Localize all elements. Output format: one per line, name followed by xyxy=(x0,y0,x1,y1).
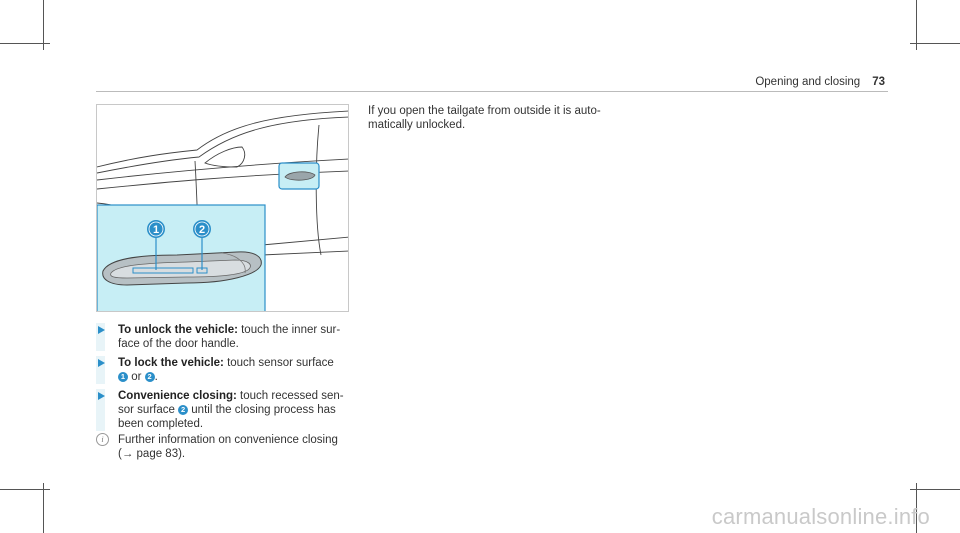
car-door-drawing xyxy=(97,105,349,312)
instruction-text: until the closing process has xyxy=(188,404,336,416)
instruction-heading: Convenience closing: xyxy=(118,390,237,402)
instruction-text: . xyxy=(154,371,158,383)
header-rule xyxy=(96,91,888,92)
info-icon: i xyxy=(96,433,109,446)
instruction-text: touch the inner sur- xyxy=(237,324,341,336)
instruction-lock xyxy=(96,356,356,384)
step-arrow-icon xyxy=(98,359,105,367)
instruction-heading: To unlock the vehicle: xyxy=(118,324,238,336)
paragraph-text: matically unlocked. xyxy=(368,119,466,131)
callout-2-badge: 2 xyxy=(178,405,188,415)
crop-mark xyxy=(910,489,960,490)
callout-2-label: 2 xyxy=(198,224,206,236)
page-number: 73 xyxy=(872,76,885,88)
note-text: Further information on convenience closing xyxy=(118,434,338,446)
door-handle-illustration xyxy=(96,104,349,312)
page-header xyxy=(755,76,885,88)
watermark: carmanualsonline.info xyxy=(711,504,930,529)
instruction-text: touch recessed sen- xyxy=(236,390,344,402)
instruction-text: sor surface xyxy=(118,404,179,416)
instruction-heading: To lock the vehicle: xyxy=(118,357,224,369)
callout-2-badge: 2 xyxy=(145,372,155,382)
crop-mark xyxy=(0,489,50,490)
paragraph-text: If you open the tailgate from outside it is auto- xyxy=(368,105,601,117)
instruction-text: touch sensor surface xyxy=(223,357,334,369)
instruction-text: face of the door handle. xyxy=(118,338,239,350)
tailgate-paragraph xyxy=(368,104,628,132)
info-note xyxy=(96,433,356,461)
callout-1-badge: 1 xyxy=(118,372,128,382)
step-arrow-icon xyxy=(98,392,105,400)
page-reference-link[interactable]: (→ page 83). xyxy=(118,448,186,460)
instruction-convenience-closing xyxy=(96,389,356,431)
step-arrow-icon xyxy=(98,326,105,334)
instruction-text: been completed. xyxy=(118,418,204,430)
crop-mark xyxy=(0,43,50,44)
section-title: Opening and closing xyxy=(755,76,861,88)
crop-mark xyxy=(910,43,960,44)
crop-mark xyxy=(43,483,44,533)
instruction-text: or xyxy=(128,371,145,383)
instruction-unlock xyxy=(96,323,356,351)
callout-1-label: 1 xyxy=(152,224,160,236)
